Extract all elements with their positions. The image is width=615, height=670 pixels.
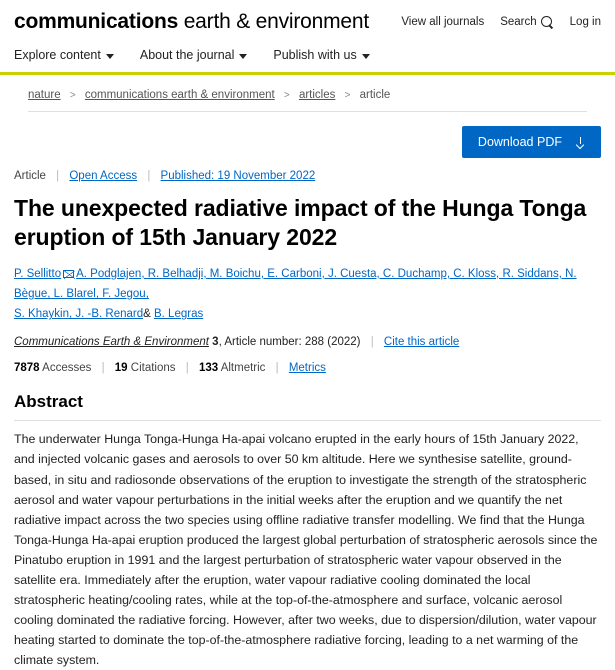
nav-explore-content[interactable]: [14, 48, 114, 62]
accesses-label: Accesses: [42, 362, 92, 375]
breadcrumb-item-articles[interactable]: articles: [298, 89, 336, 101]
accesses-count: 7878: [14, 362, 40, 375]
chevron-down-icon: [239, 54, 247, 59]
search-label: Search: [500, 16, 537, 28]
article-type: Article: [14, 170, 46, 182]
breadcrumb: [28, 75, 587, 112]
download-pdf-label: Download PDF: [477, 135, 562, 149]
breadcrumb-separator-icon: >: [283, 90, 290, 101]
authors-ampersand: &: [143, 308, 151, 321]
meta-divider: |: [56, 170, 60, 182]
download-pdf-button[interactable]: [462, 126, 601, 158]
altmetric-count: 133: [198, 362, 219, 375]
article-meta: [14, 170, 601, 184]
brand-bold: communications: [14, 10, 179, 33]
search-icon: [541, 16, 554, 29]
breadcrumb-item-journal[interactable]: communications earth & environment: [84, 89, 275, 101]
chevron-down-icon: [362, 54, 370, 59]
search-link[interactable]: [500, 16, 553, 29]
cite-this-article-link[interactable]: Cite this article: [383, 336, 460, 349]
nav-about-the-journal[interactable]: [140, 48, 248, 62]
citations-label: Citations: [130, 362, 176, 375]
article-content: [0, 170, 615, 670]
journal-name-link[interactable]: Communications Earth & Environment: [14, 336, 209, 349]
download-row: [0, 112, 615, 170]
meta-divider: |: [370, 336, 374, 349]
breadcrumb-separator-icon: >: [69, 90, 76, 101]
author-links-second-line[interactable]: S. Khaykin, J. -B. Renard: [14, 308, 144, 321]
open-access-link[interactable]: Open Access: [69, 170, 138, 182]
journal-logo[interactable]: [14, 10, 369, 34]
site-masthead: [0, 0, 615, 42]
meta-divider: |: [185, 362, 189, 375]
view-all-journals-link[interactable]: View all journals: [401, 16, 485, 28]
main-navigation: [0, 42, 615, 75]
published-date[interactable]: Published: 19 November 2022: [160, 170, 316, 182]
author-link-last[interactable]: B. Legras: [154, 308, 204, 321]
envelope-icon[interactable]: [63, 270, 74, 278]
author-link[interactable]: P. Sellitto: [14, 267, 62, 280]
breadcrumb-separator-icon: >: [344, 90, 351, 101]
meta-divider: |: [101, 362, 105, 375]
nav-publish-with-us[interactable]: [273, 48, 369, 62]
altmetric-label: Altmetric: [220, 362, 266, 375]
journal-comma: ,: [218, 336, 222, 349]
meta-divider: |: [147, 170, 151, 182]
download-arrow-icon: [576, 137, 585, 148]
author-links-rest[interactable]: A. Podglajen, R. Belhadji, M. Boichu, E. Carboni, J. Cuesta, C. Duchamp, C. Kloss, R. Siddans, N. Bègue, L. Blarel, F. Jegou,: [14, 267, 577, 301]
chevron-down-icon: [106, 54, 114, 59]
meta-divider: |: [275, 362, 279, 375]
abstract-text: The underwater Hunga Tonga-Hunga Ha-apai volcano erupted in the early hours of 15th January 2022, and injected volcanic gases and aerosols to over 50 km altitude. Here we synthesise satellite, ground-based, in situ and radiosonde observations of the eruption to investigate the strength of the stratospheric aerosol and water vapour perturbations in the initial weeks after the eruption and we quantify the net radiative impact across the two species using offline radiative transfer modelling. We find that the Hunga Tonga-Hunga Ha-apai eruption produced the largest global perturbation of stratospheric aerosols since the Pinatubo eruption in 1991 and the largest perturbation of stratospheric water vapour observed in the satellite era. Immediately after the eruption, water vapour radiative cooling dominated the local stratospheric heating/cooling rates, while at the top-of-the-atmosphere and surface, volcanic aerosol cooling dominated the radiative forcing. However, after two weeks, due to dispersion/dilution, water vapour heating started to dominate the top-of-the-atmosphere radiative forcing, leading to a net warming of the climate system.: [14, 432, 598, 668]
login-link[interactable]: Log in: [569, 16, 601, 28]
journal-citation: [14, 336, 601, 348]
article-number: Article number: 288 (2022): [224, 336, 361, 349]
nav-about-the-journal-label: About the journal: [139, 48, 235, 62]
page-title: The unexpected radiative impact of the Hunga Tonga eruption of 15th January 2022: [14, 195, 587, 250]
journal-volume: 3: [212, 336, 219, 349]
citations-count: 19: [114, 362, 128, 375]
abstract-heading: Abstract: [14, 392, 601, 421]
nav-publish-with-us-label: Publish with us: [273, 48, 357, 62]
header-links: [401, 16, 601, 29]
article-metrics: [14, 362, 601, 374]
author-list: [14, 264, 601, 324]
brand-light: earth & environment: [178, 10, 369, 33]
nav-explore-content-label: Explore content: [14, 48, 101, 62]
breadcrumb-item-nature[interactable]: nature: [28, 89, 61, 101]
breadcrumb-current: article: [359, 89, 391, 101]
metrics-link[interactable]: Metrics: [288, 362, 326, 375]
